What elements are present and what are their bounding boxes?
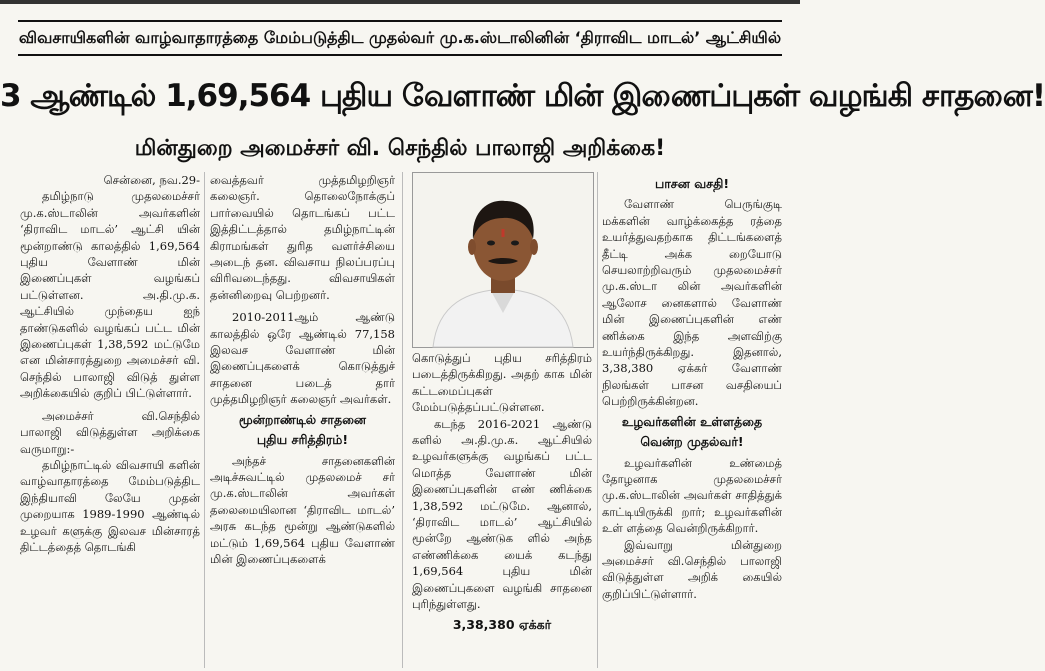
- dateline: சென்னை, நவ.29-: [103, 173, 200, 187]
- portrait-image: [413, 173, 593, 347]
- paragraph: தமிழ்நாடு முதலமைச்சர் மு.க.ஸ்டாலின் அவர்களின் ‘திராவிட மாடல்’ ஆட்சி யின் மூன்றாண்டு காலத்தில் 1,69,564 புதிய வேளாண் மின் இணைப்புகள் வழங்கப் பட்டுள்ளன. அ.தி.மு.க. ஆட்சியில் முந்தைய ஐந் தாண்டுகளில் வழங்கப் பட்ட மின் இணைப்புகள் 1,38,592 மட்டுமே என மின்சாரத்துறை அமைச்சர் வி. செந்தில் பாலாஜி விடுத் துள்ள அறிக்கையில் குறிப் பிட்டுள்ளார்.: [20, 189, 200, 401]
- article-column-4: [602, 172, 782, 668]
- article-column-1: [20, 172, 200, 668]
- paragraph: இவ்வாறு மின்துறை அமைச்சர் வி.செந்தில் பாலாஜி விடுத்துள்ள அறிக் கையில் குறிப்பிட்டுள்ளார்.: [602, 537, 782, 601]
- paragraph: கொடுத்துப் புதிய சரித்திரம் படைத்திருக்கிறது. அதற் காக மின் கட்டமைப்புகள் மேம்படுத்தப்பட்டுள்ளன.: [412, 351, 592, 415]
- paragraph: அந்தச் சாதனைகளின் அடிச்சுவட்டில் முதலமைச் சர் மு.க.ஸ்டாலின் அவர்கள் தலைமையிலான ‘திராவிட மாடல்’ அரசு கடந்த மூன்று ஆண்டுகளில் மட்டும் 1,69,564 புதிய வேளாண் மின் இணைப்புகளைக்: [210, 453, 395, 566]
- paragraph: வைத்தவர் முத்தமிழறிஞர் கலைஞர். தொலைநோக்குப் பார்வையில் தொடங்கப் பட்ட இத்திட்டத்தால் தமிழ்நாட்டின் கிராமங்கள் துரித வளர்ச்சியை அடைந் தன. விவசாய நிலப்பரப்பு விரிவடைந்தது. விவசாயிகள் தன்னிறைவு பெற்றனர்.: [210, 173, 395, 302]
- subheading: 3,38,380 ஏக்கர்: [452, 616, 552, 632]
- article-column-3: [412, 350, 592, 668]
- paragraph: கடந்த 2016-2021 ஆண்டு களில் அ.தி.மு.க. ஆட்சியில் உழவர்களுக்கு வழங்கப் பட்ட மொத்த வேளாண் மின் இணைப்புகளின் எண் ணிக்கை 1,38,592 மட்டுமே. ஆனால், ‘திராவிட மாடல்’ ஆட்சியில் மூன்றே ஆண்டுக ளில் அந்த எண்ணிக்கை யைக் கடந்து 1,69,564 புதிய மின் இணைப்புகளை வழங்கி சாதனை புரிந்துள்ளது.: [412, 416, 592, 612]
- headline: 3 ஆண்டில் 1,69,564 புதிய வேளாண் மின் இணைப்புகள் வழங்கி சாதனை!: [0, 78, 1045, 114]
- column-divider: [597, 172, 598, 668]
- article-column-2: [210, 172, 395, 668]
- subheading: மூன்றாண்டில் சாதனை: [238, 411, 367, 427]
- subheading: உழவர்களின் உள்ளத்தை: [621, 413, 763, 429]
- paragraph: தமிழ்நாட்டில் விவசாயி களின் வாழ்வாதாரத்தை மேம்படுத்திட இந்தியாவி லேயே முதன் முறையாக 1989-1990 ஆண்டில் உழவர் களுக்கு இலவச மின்சாரத் திட்டத்தைத் தொடங்கி: [20, 457, 200, 554]
- subheading: பாசன வசதி!: [654, 176, 730, 191]
- top-rule: [0, 0, 800, 4]
- paragraph: 2010-2011ஆம் ஆண்டு காலத்தில் ஒரே ஆண்டில் 77,158 இலவச வேளாண் மின் இணைப்புகளைக் கொடுத்துச் சாதனை படைத் தார் முத்தமிழறிஞர் கலைஞர் அவர்கள்.: [210, 310, 395, 407]
- paragraph: வேளாண் பெருங்குடி மக்களின் வாழ்க்கைத்த ரத்தை உயர்த்துவதற்காக திட்டங்களைத் தீட்டி அக்க றையோடு செயலாற்றிவரும் முதலமைச்சர் மு.க.ஸ்டா லின் அவர்களின் ஆலோச னைகளால் வேளாண் மின் இணைப்புகளின் எண் ணிக்கை இந்த அளவிற்கு உயர்ந்திருக்கிறது. இதனால், 3,38,380 ஏக்கர் வேளாண் நிலங்கள் பாசன வசதியைப் பெற்றிருக்கின்றன.: [602, 197, 782, 409]
- column-divider: [402, 172, 403, 668]
- column-divider: [204, 172, 205, 668]
- paragraph: அமைச்சர் வி.செந்தில் பாலாஜி விடுத்துள்ள அறிக்கை வருமாறு:-: [20, 408, 200, 456]
- subheadline: மின்துறை அமைச்சர் வி. செந்தில் பாலாஜி அறிக்கை!: [134, 136, 666, 161]
- paragraph: உழவர்களின் உண்மைத் தோழனாக முதலமைச்சர் மு.க.ஸ்டாலின் அவர்கள் சாதித்துக் காட்டியிருக்கி றார்; உழவர்களின் உள் ளத்தை வென்றிருக்கிறார்.: [602, 455, 782, 536]
- kicker-banner: விவசாயிகளின் வாழ்வாதாரத்தை மேம்படுத்திட முதல்வர் மு.க.ஸ்டாலினின் ‘திராவிட மாடல்’ ஆட்சியில்: [18, 20, 782, 56]
- subheading: புதிய சரித்திரம்!: [256, 432, 349, 448]
- minister-photo: [412, 172, 594, 348]
- subheading: வென்ற முதல்வர்!: [640, 434, 744, 450]
